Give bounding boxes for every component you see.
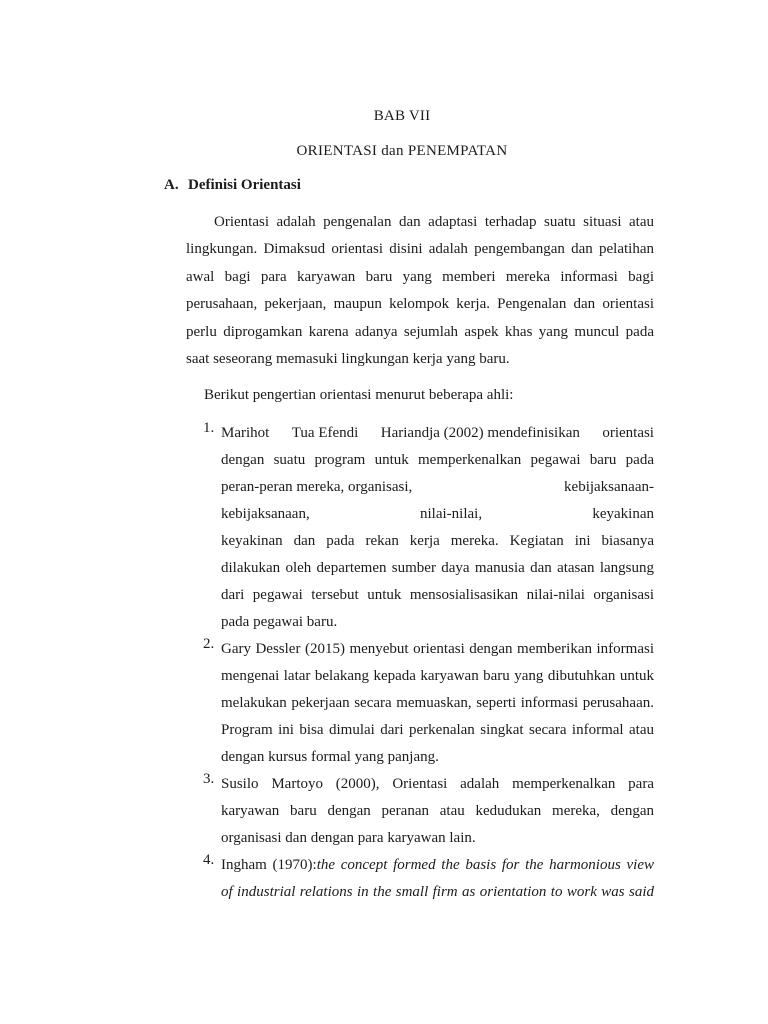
chapter-number: BAB VII	[373, 108, 431, 124]
list-number: 3.	[203, 771, 215, 787]
paragraph-line: lingkungan. Dimaksud orientasi disini adalah pengembangan dan pelatihan	[186, 241, 654, 258]
list-number: 1.	[203, 420, 215, 436]
list-line: of industrial relations in the small firm as orientation to work was said	[221, 884, 654, 900]
list-number: 2.	[203, 636, 215, 652]
list-line: Ingham (1970):the concept formed the basis for the harmonious view	[221, 857, 655, 873]
list-line: Program ini bisa dimulai dari perkenalan singkat secara informal atau	[221, 722, 654, 738]
list-line: organisasi dan dengan para karyawan lain.	[221, 830, 476, 846]
list-line: dilakukan oleh departemen sumber daya manusia dan atasan langsung	[221, 560, 654, 576]
paragraph-line: perlu diprogamkan karena adanya sejumlah aspek khas yang muncul pada	[186, 323, 654, 340]
chapter-title: ORIENTASI dan PENEMPATAN	[296, 143, 508, 159]
list-line: Susilo Martoyo (2000), Orientasi adalah memperkenalkan para	[221, 776, 654, 792]
list-number: 4.	[203, 852, 215, 868]
list-line: dari pegawai tersebut untuk mensosialisasikan nilai-nilai organisasi	[221, 587, 654, 603]
list-line: dengan suatu program untuk memperkenalkan pegawai baru pada	[221, 452, 654, 468]
paragraph-line: saat seseorang memasuki lingkungan kerja yang baru.	[186, 351, 510, 368]
list-line: kebijaksanaan, nilai-nilai, keyakinan	[221, 506, 654, 522]
paragraph-line: perusahaan, pekerjaan, maupun kelompok kerja. Pengenalan dan orientasi	[186, 296, 654, 313]
list-line: karyawan baru dengan peranan atau kedudukan mereka, dengan	[221, 803, 654, 819]
list-line: Marihot Tua Efendi Hariandja (2002) mendefinisikan orientasi	[221, 425, 654, 441]
list-item	[0, 636, 654, 771]
section-heading	[164, 177, 301, 194]
list-item	[0, 852, 654, 906]
list-line: peran-peran mereka, organisasi, kebijaksanaan-	[221, 479, 654, 495]
list-item	[0, 771, 654, 852]
section-letter: A.	[164, 177, 179, 193]
list-line: melakukan pekerjaan secara memuaskan, seperti informasi perusahaan.	[221, 695, 654, 711]
list-line: mengenai latar belakang kepada karyawan baru yang dibutuhkan untuk	[221, 668, 654, 684]
list-line: dengan kursus formal yang panjang.	[221, 749, 439, 765]
list-line: keyakinan dan pada rekan kerja mereka. Kegiatan ini biasanya	[221, 533, 654, 549]
list-line: pada pegawai baru.	[221, 614, 338, 630]
section-title: Definisi Orientasi	[188, 177, 301, 193]
list-line: Gary Dessler (2015) menyebut orientasi dengan memberikan informasi	[221, 641, 654, 657]
definition-paragraph	[186, 209, 654, 373]
expert-definition-list	[0, 420, 654, 906]
paragraph-line: Orientasi adalah pengenalan dan adaptasi terhadap suatu situasi atau	[214, 214, 654, 230]
expert-intro: Berikut pengertian orientasi menurut beberapa ahli:	[204, 387, 514, 403]
list-item	[0, 420, 654, 636]
paragraph-line: awal bagi para karyawan baru yang memberi mereka informasi bagi	[186, 268, 654, 285]
